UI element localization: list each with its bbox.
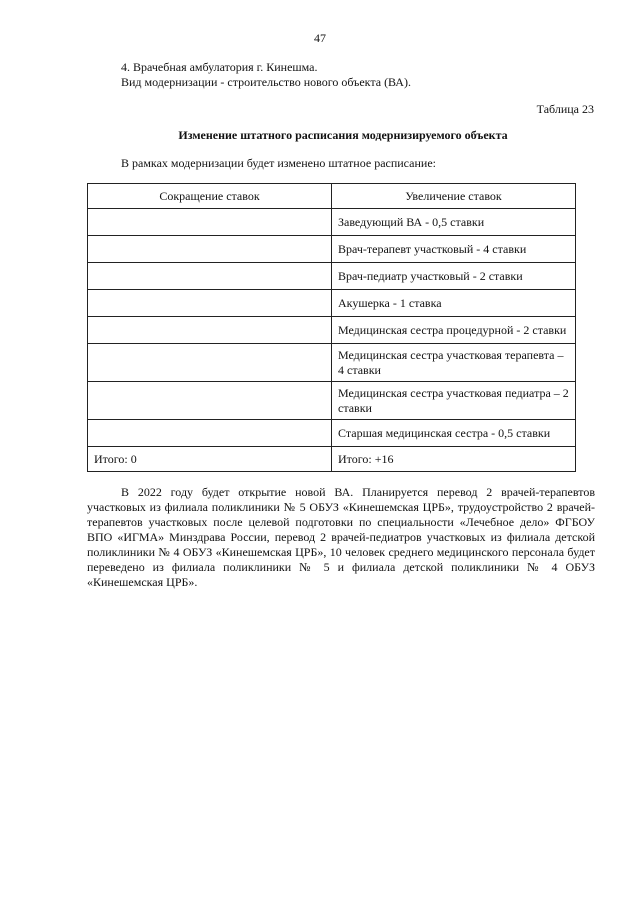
increase-cell: Врач-терапевт участковый - 4 ставки [332, 236, 576, 263]
body-paragraph: В 2022 году будет открытие новой ВА. Планируется перевод 2 врачей-терапевтов участковых из филиала поликлиники № 5 ОБУЗ «Кинешемская ЦРБ», трудоустройство 2 врачей-терапевтов участковых после целевой подготовки по специальности «Лечебное дело» ФГБОУ ВПО «ИГМА» Минздрава России, перевод 2 врачей-педиатров участковых из филиала детской поликлиники № 4 ОБУЗ «Кинешемская ЦРБ», 10 человек среднего медицинского персонала будет переведено из филиала поликлиники № 5 и филиала детской поликлиники № 4 ОБУЗ «Кинешемская ЦРБ». [87, 485, 595, 589]
increase-cell: Акушерка - 1 ставка [332, 290, 576, 317]
increase-cell: Медицинская сестра участковая педиатра – 2 ставки [332, 382, 576, 420]
increase-cell: Старшая медицинская сестра - 0,5 ставки [332, 420, 576, 447]
table-title: Изменение штатного расписания модернизируемого объекта [178, 128, 508, 142]
increase-cell: Врач-педиатр участковый - 2 ставки [332, 263, 576, 290]
increase-cell: Медицинская сестра участковая терапевта – 4 ставки [332, 344, 576, 382]
table-row [88, 382, 576, 420]
reduction-cell [88, 420, 332, 447]
staffing-table [87, 183, 576, 472]
table-row [88, 420, 576, 447]
total-increase: Итого: +16 [332, 447, 576, 472]
header-increase: Увеличение ставок [332, 184, 576, 209]
increase-cell: Медицинская сестра процедурной - 2 ставки [332, 317, 576, 344]
increase-cell: Заведующий ВА - 0,5 ставки [332, 209, 576, 236]
section-heading: 4. Врачебная амбулатория г. Кинешма. [121, 60, 318, 74]
table-header-row [88, 184, 576, 209]
intro-text: В рамках модернизации будет изменено штатное расписание: [121, 156, 436, 170]
reduction-cell [88, 263, 332, 290]
modernization-type: Вид модернизации - строительство нового объекта (ВА). [121, 75, 411, 89]
total-reduction: Итого: 0 [88, 447, 332, 472]
reduction-cell [88, 209, 332, 236]
table-row [88, 263, 576, 290]
table-row [88, 236, 576, 263]
table-row [88, 317, 576, 344]
table-row [88, 209, 576, 236]
reduction-cell [88, 236, 332, 263]
table-total-row [88, 447, 576, 472]
reduction-cell [88, 382, 332, 420]
header-reduction: Сокращение ставок [88, 184, 332, 209]
reduction-cell [88, 317, 332, 344]
reduction-cell [88, 344, 332, 382]
table-row [88, 290, 576, 317]
page-number: 47 [314, 31, 326, 45]
reduction-cell [88, 290, 332, 317]
table-row [88, 344, 576, 382]
table-label: Таблица 23 [536, 102, 594, 116]
